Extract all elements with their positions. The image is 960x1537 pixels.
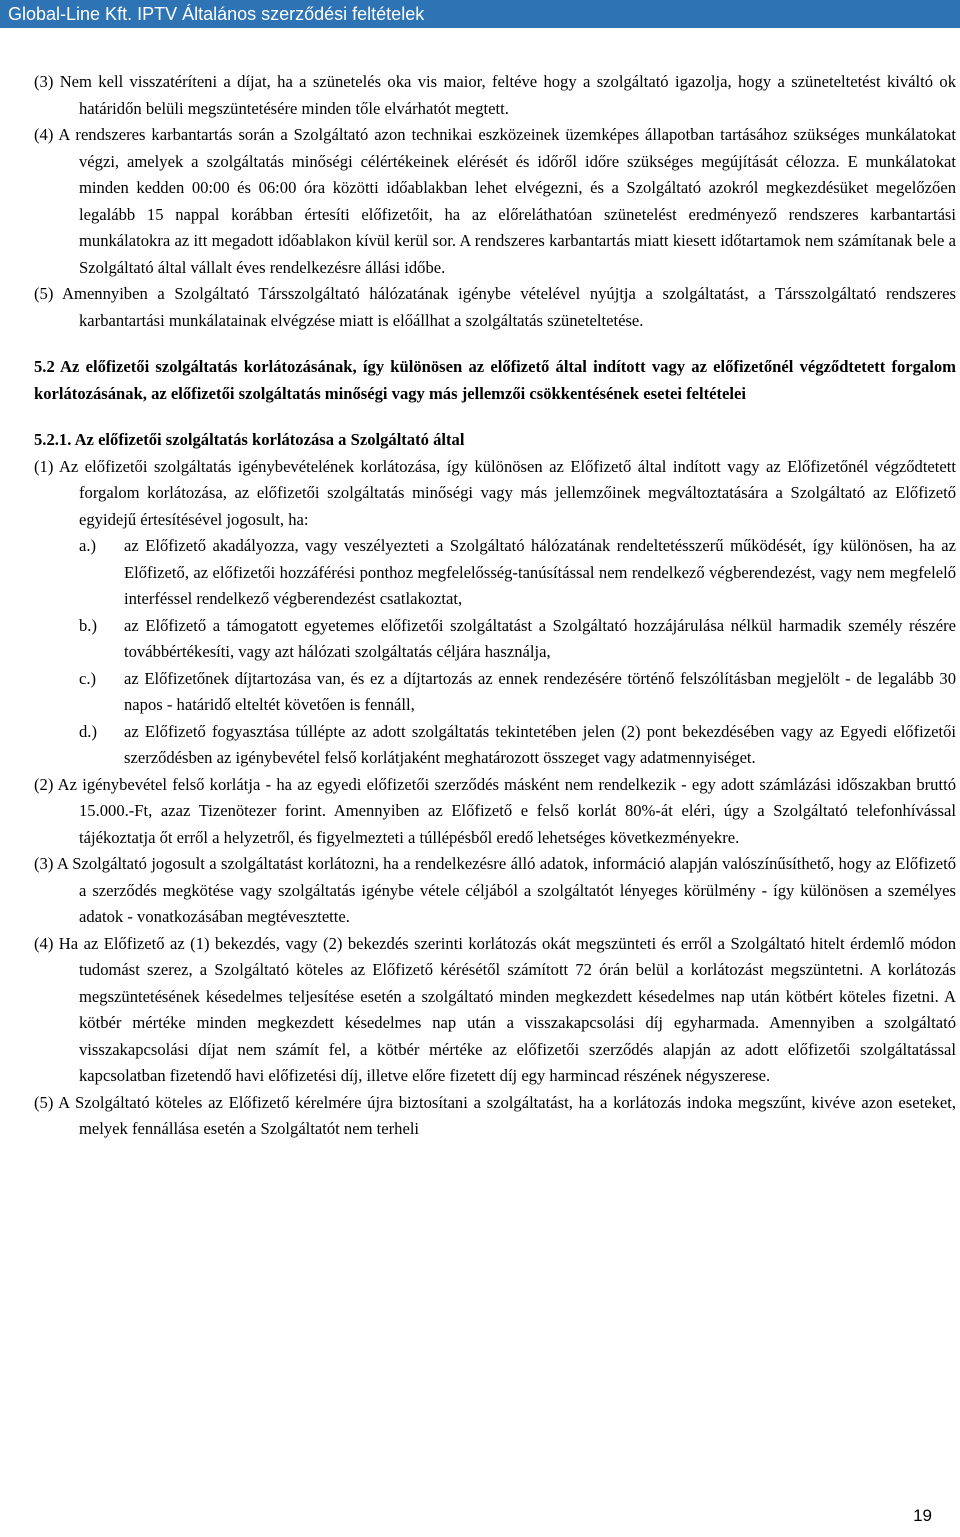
subsection-paragraph-3: (3) A Szolgáltató jogosult a szolgáltatást korlátozni, ha a rendelkezésre álló adatok, információ alapján valószínűsíthető, hogy az Előfizető a szerződés megkötése vagy szolgáltatás igénybe vétele céljából a szolgáltatót lényeges körülmény - így különösen a személyes adatok - vonatkozásában megtévesztette. <box>34 854 956 926</box>
subsection-paragraph-4: (4) Ha az Előfizető az (1) bekezdés, vagy (2) bekezdés szerinti korlátozás okát megszünteti és erről a Szolgáltató hitelt érdemlő módon tudomást szerez, a Szolgáltató köteles az Előfizető kérésétől számított 72 órán belül a korlátozást megszüntetni. A korlátozás megszüntetésének késedelmes teljesítése esetén a szolgáltató minden megkezdett késedelmes nap után kötbért köteles fizetni. A kötbér mértéke minden megkezdett késedelmes nap után a visszakapcsolási díj egyharmada. Amennyiben a szolgáltató visszakapcsolási díjat nem számít fel, a kötbér mértéke az előfizetői szerződés alapján az adott előfizetői szolgáltatással kapcsolatban fizetendő havi előfizetési díj, illetve előre fizetett díj egy harmincad részének négyszerese. <box>34 933 956 1085</box>
list-item-label: d.) <box>79 721 97 741</box>
subsection-paragraph-1: (1) Az előfizetői szolgáltatás igénybevételének korlátozása, így különösen az Előfizető által indított vagy az Előfizetőnél végződtetett forgalom korlátozása, az előfizetői szolgáltatás minőségi vagy más jellemzőinek megváltoztatására a Szolgáltató az Előfizető egyidejű értesítésével jogosult, ha: <box>34 456 956 529</box>
paragraph-3: (3) Nem kell visszatéríteni a díjat, ha a szünetelés oka vis maior, feltéve hogy a szolgáltató igazolja, hogy a szüneteltetést kiváltó ok határidőn belüli megszüntetésére minden tőle elvárhatót megtett. <box>34 72 956 118</box>
condition-list <box>79 533 956 772</box>
list-item <box>79 613 956 666</box>
spacer <box>34 407 956 427</box>
document-body <box>34 69 956 1143</box>
document-header <box>0 0 960 28</box>
list-item-text: az Előfizető a támogatott egyetemes előfizetői szolgáltatást a Szolgáltató hozzájárulása nélkül harmadik személy részére továbbértékesíti, vagy azt hálózati szolgáltatás céljára használja, <box>124 615 956 661</box>
list-item-text: az Előfizetőnek díjtartozása van, és ez a díjtartozás az ennek rendezésére történő felszólításban megjelölt - de legalább 30 napos - határidő elteltét követően is fennáll, <box>124 668 956 714</box>
spacer <box>34 334 956 354</box>
document-title: Global-Line Kft. IPTV Általános szerződési feltételek <box>8 4 425 24</box>
paragraph-5: (5) Amennyiben a Szolgáltató Társszolgáltató hálózatának igénybe vételével nyújtja a szolgáltatást, a Társszolgáltató rendszeres karbantartási munkálatainak elvégzése miatt is előállhat a szolgáltatás szüneteltetése. <box>34 284 956 330</box>
list-item-label: b.) <box>79 615 97 635</box>
subsection-heading-5-2-1: 5.2.1. Az előfizetői szolgáltatás korlátozása a Szolgáltató által <box>34 430 465 449</box>
list-item-text: az Előfizető akadályozza, vagy veszélyezteti a Szolgáltató hálózatának rendeltetésszerű működését, így különösen, ha az Előfizető, az előfizetői hozzáférési ponthoz megfelelősség-tanúsítással nem rendelkező végberendezést, vagy nem megfelelő interféssel rendelkező végberendezést csatlakoztat, <box>124 536 956 608</box>
list-item <box>79 666 956 719</box>
paragraph-4: (4) A rendszeres karbantartás során a Szolgáltató azon technikai eszközeinek üzemképes állapotban tartásához szükséges munkálatokat végzi, amelyek a szolgáltatás minőségi célértékeinek elérését és időről időre szükséges megújítását célozza. E munkálatokat minden kedden 00:00 és 06:00 óra közötti időablakban lehet elvégezni, és a Szolgáltató azokról megkezdésüket megelőzően legalább 15 nappal korábban értesíti előfizetőit, ha az előreláthatóan szünetelést eredményező rendszeres karbantartási munkálatokra az itt megadott időablakon kívül kerül sor. A rendszeres karbantartás miatt kiesett időtartamok nem számítanak bele a Szolgáltató által vállalt éves rendelkezésre állási időbe. <box>34 125 956 277</box>
list-item <box>79 533 956 613</box>
list-item <box>79 719 956 772</box>
list-item-text: az Előfizető fogyasztása túllépte az adott szolgáltatás tekintetében jelen (2) pont bekezdésében vagy az Egyedi előfizetői szerződésben az igénybevétel felső korlátjaként meghatározott összeget vagy adatmennyiséget. <box>124 721 956 767</box>
section-heading-5-2: 5.2 Az előfizetői szolgáltatás korlátozásának, így különösen az előfizető által indított vagy az előfizetőnél végződtetett forgalom korlátozásának, az előfizetői szolgáltatás minőségi vagy más jellemzői csökkentésének esetei feltételei <box>34 357 956 403</box>
page-number: 19 <box>913 1506 932 1525</box>
list-item-label: a.) <box>79 536 97 555</box>
list-item-label: c.) <box>79 668 97 688</box>
subsection-paragraph-5: (5) A Szolgáltató köteles az Előfizető kérelmére újra biztosítani a szolgáltatást, ha a korlátozás indoka megszűnt, kivéve azon eseteket, melyek fennállása esetén a Szolgáltatót nem terheli <box>34 1092 956 1138</box>
subsection-paragraph-2: (2) Az igénybevétel felső korlátja - ha az egyedi előfizetői szerződés másként nem rendelkezik - egy adott számlázási időszakban bruttó 15.000.-Ft, azaz Tizenötezer forint. Amennyiben az Előfizető e felső korlát 80%-át eléri, úgy a Szolgáltató telefonhívással tájékoztatja őt erről a helyzetről, és figyelmezteti a túllépésből eredő lehetséges következményekre. <box>34 774 956 847</box>
